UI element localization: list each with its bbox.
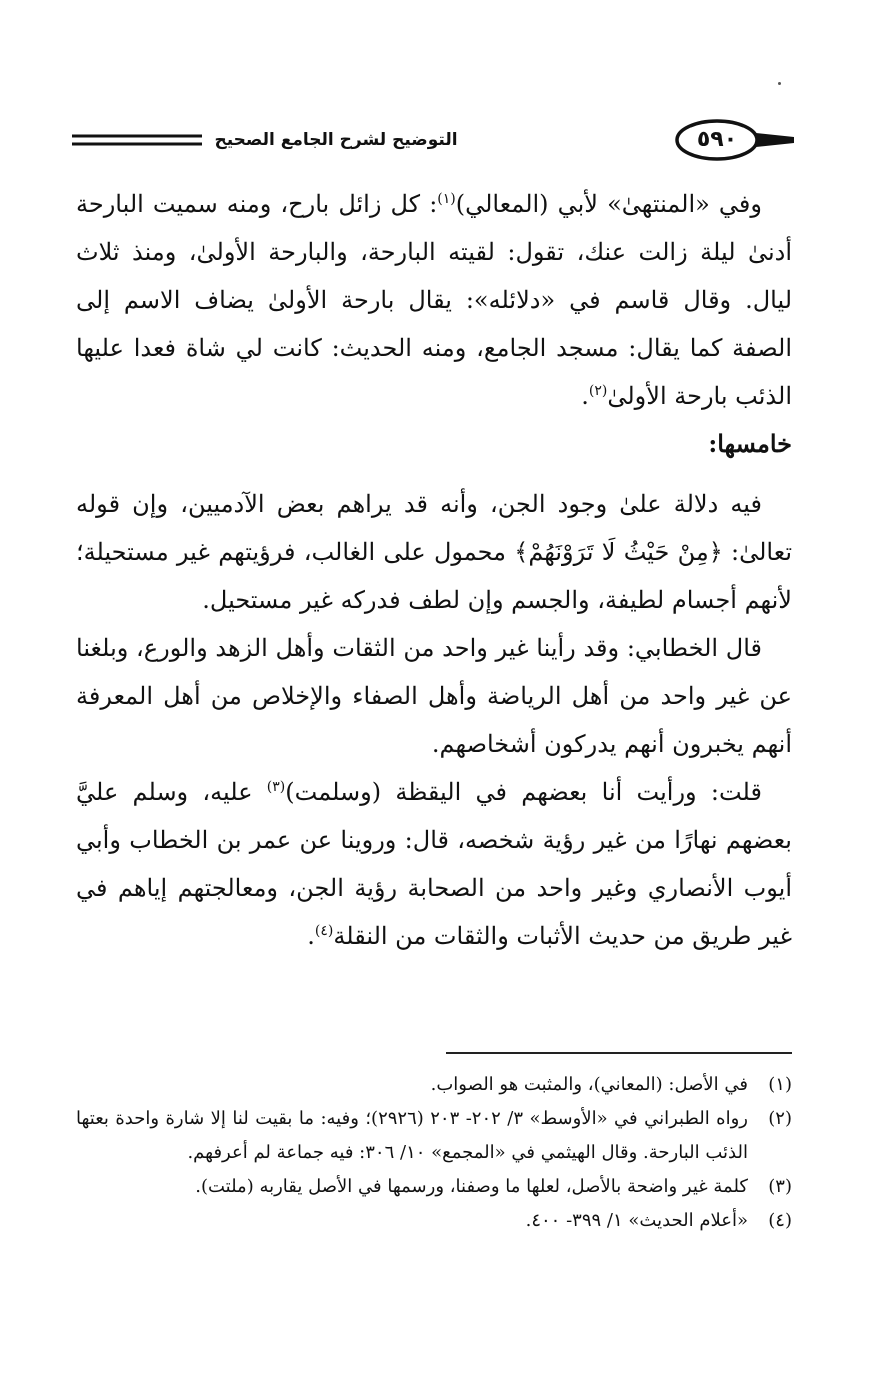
footnotes (76, 1068, 792, 1238)
footnote-ref-4[interactable]: (٤) (314, 923, 334, 939)
page-number: ٥٩٠ (696, 127, 738, 152)
paragraph-2-text-b: محمول على الغالب، فرؤيتهم غير مستحيلة؛ لأنهم أجسام لطيفة، والجسم وإن لطف فدركه غير مستحيل. (76, 538, 792, 614)
paragraph-1 (76, 180, 792, 420)
footnote-number: (١) (768, 1074, 792, 1095)
footnote-separator (446, 1052, 792, 1054)
paragraph-4-text-c: . (307, 922, 315, 950)
main-text (76, 180, 792, 960)
footnote-ref-1[interactable]: (١) (437, 191, 456, 207)
footnote-text: كلمة غير واضحة بالأصل، لعلها ما وصفنا، ورسمها في الأصل يقاربه (ملتت). (195, 1176, 748, 1197)
footnote-ref-3[interactable]: (٣) (266, 779, 286, 795)
paragraph-3: قال الخطابي: وقد رأينا غير واحد من الثقات وأهل الزهد والورع، وبلغنا عن غير واحد من أهل الرياضة وأهل الصفاء والإخلاص من أهل المعرفة أنهم يخبرون أنهم يدركون أشخاصهم. (76, 634, 792, 758)
paragraph-2 (76, 480, 792, 624)
footnote-3 (76, 1170, 792, 1204)
footnote-text: «أعلام الحديث» ١/ ٣٩٩- ٤٠٠. (525, 1210, 748, 1231)
paragraph-1-text-a: وفي «المنتهىٰ» لأبي (المعالي) (455, 190, 762, 218)
quran-quote: ﴿مِنْ حَيْثُ لَا تَرَوْنَهُمْ﴾ (514, 538, 723, 566)
footnote-2 (76, 1102, 792, 1170)
footnote-number: (٣) (768, 1176, 792, 1197)
paragraph-2-text-a: فيه دلالة علىٰ وجود الجن، وأنه قد يراهم بعض الآدميين، وإن قوله تعالىٰ: (76, 490, 792, 566)
paragraph-4-text-a: قلت: ورأيت أنا بعضهم في اليقظة (وسلمت) (285, 778, 762, 806)
footnote-number: (٢) (768, 1108, 792, 1129)
footnote-text: رواه الطبراني في «الأوسط» ٣/ ٢٠٢- ٢٠٣ (٢٩٢٦)؛ وفيه: ما بقيت لنا إلا شارة واحدة بعتها الذئب البارحة. وقال الهيثمي في «المجمع» ١٠/ ٣٠٦: فيه جماعة لم أعرفهم. (76, 1108, 748, 1163)
footnote-1 (76, 1068, 792, 1102)
section-heading: خامسها: (708, 429, 792, 458)
footnote-number: (٤) (768, 1210, 792, 1231)
paragraph-4 (76, 768, 792, 960)
footnote-text: في الأصل: (المعاني)، والمثبت هو الصواب. (430, 1074, 748, 1095)
paragraph-4-text-b: عليه، وسلم عليَّ بعضهم نهارًا من غير رؤية شخصه، قال: وروينا عن عمر بن الخطاب وأبي أيوب الأنصاري وغير واحد من الصحابة رؤية الجن، ومعالجتهم إياهم في غير طريق من حديث الأثبات والثقات من النقلة (76, 778, 792, 950)
running-header (72, 115, 794, 165)
footnote-ref-2[interactable]: (٢) (588, 383, 608, 399)
running-title: التوضيح لشرح الجامع الصحيح (202, 127, 470, 153)
scan-speck (778, 82, 781, 85)
paragraph-1-text-b: : كل زائل بارح، ومنه سميت البارحة أدنىٰ ليلة زالت عنك، تقول: لقيته البارحة، والبارحة الأولىٰ، ومنذ ثلاث ليال. وقال قاسم في «دلائله»: يقال بارحة الأولىٰ يضاف الاسم إلى الصفة كما يقال: مسجد الجامع، ومنه الحديث: كانت لي شاة فعدا عليها الذئب بارحة الأولىٰ (76, 190, 792, 410)
footnote-4 (76, 1204, 792, 1238)
paragraph-1-text-c: . (581, 382, 589, 410)
